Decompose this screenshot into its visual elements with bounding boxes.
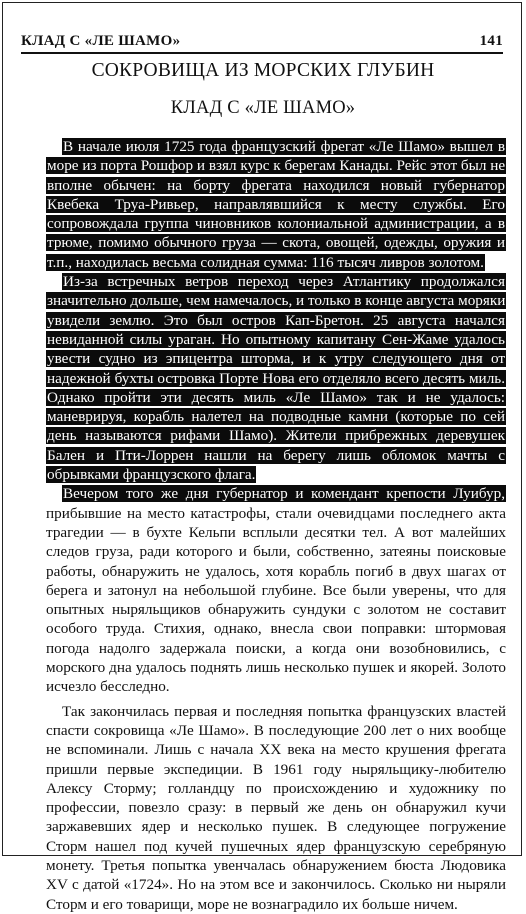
article-body [46, 137, 506, 914]
article-subtitle: КЛАД С «ЛЕ ШАМО» [170, 98, 356, 118]
paragraph-3 [46, 484, 506, 696]
paragraph-4: Так закончилась первая и последняя попытка французских властей спасти сокровища «Ле Шамо». В последующие 200 лет о них вообще не вспоминали. Лишь с начала XX века на место крушения фрегата пришли первые экспедиции. В 1961 году ныряльщику-любителю Алексу Стормy; голландцу по происхождению и художнику по профессии, повезло сразу: в первый же день он обнаружил кучи заржавевших ядер и несколько пушек. В следующее погружение Сторм нашел под кучей пушечных ядер французскую серебряную монету. Третья попытка увенчалась обнаружением бюста Людовика XV с датой «1724». Но на этом все и закончилось. Сколько ни ныряли Сторм и его товарищи, море не вознаградило их больше ничем. [46, 702, 506, 913]
highlighted-text[interactable]: В начале июля 1725 года французский фрегат «Ле Шамо» вышел в море из порта Рошфор и взял курс к берегам Канады. Рейс этот был не вполне обычен: на борту фрегата находился новый губернатор Квебека Труа-Ривьер, направлявшийся к месту службы. Его сопровождала группа чиновников колониальной администрации, а в трюме, помимо обычного груза — скота, овощей, одежды, оружия и т.п., находилась весьма солидная сумма: 116 тысяч ливров золотом. [47, 138, 506, 271]
page-number: 141 [479, 33, 503, 49]
running-header [21, 30, 503, 54]
paragraph-2 [46, 272, 506, 484]
highlighted-text[interactable]: Из-за встречных ветров переход через Атлантику продолжался значительно дольше, чем намечалось, и только в конце августа моряки увидели землю. Это был остров Кап-Бретон. 25 августа начался невиданной силы ураган. Но опытному капитану Сен-Жаме удалось увести судно из эпицентра шторма, и к утру следующего дня от надежной бухты островка Порте Нова его отделяло всего десять миль. Однако пройти эти десять миль «Ле Шамо» так и не удалось: маневрируя, корабль налетел на подводные камни (которые по сей день называются рифами Шамо). Жители прибрежных деревушек Бален и Пти-Лоррен нашли на берегу лишь обломок мачты с обрывками французского флага. [47, 273, 506, 484]
article-title: СОКРОВИЩА ИЗ МОРСКИХ ГЛУБИН [91, 60, 435, 81]
running-header-title: КЛАД С «ЛЕ ШАМО» [21, 33, 181, 49]
paragraph-1 [46, 137, 506, 272]
paragraph-3-text: прибывшие на место катастрофы, стали очевидцами последнего акта трагедии — в бухте Кельпи всплыли десятки тел. А вот малейших следов груза, ради которого и были, собственно, затеяны поисковые работы, обнаружить не удалось, хотя корабль погиб в двух шагах от берега и затонул на небольшой глубине. Все были уверены, что для опытных ныряльщиков обнаружить сундуки с золотом не составит особого труда. Стихия, однако, внесла свои поправки: штормовая погода надолго задержала поиски, а когда они возобновились, с морского дна удалось поднять лишь несколько пушек и якорей. Золото исчезло бесследно. [46, 504, 506, 696]
highlighted-text[interactable]: Вечером того же дня губернатор и комендант крепости Луибур, [63, 485, 505, 503]
